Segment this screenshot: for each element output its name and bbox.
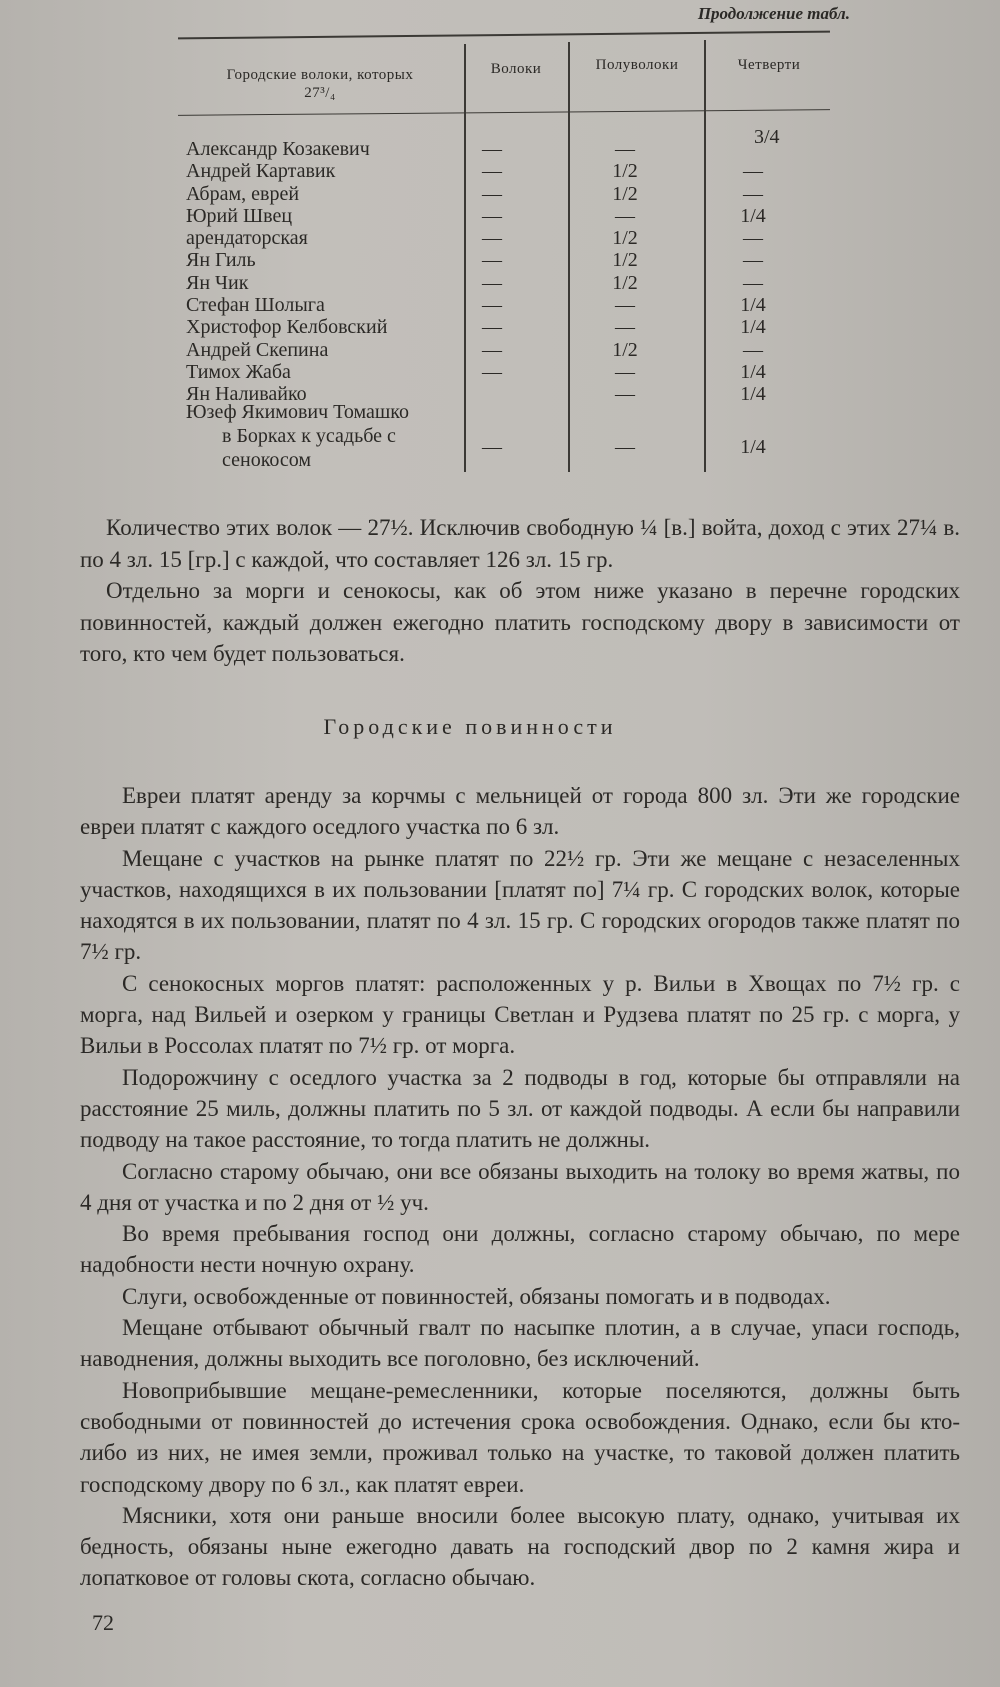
row-voloki: — — [482, 338, 502, 361]
row-chetverti: — — [743, 338, 763, 361]
table-row-multiline — [186, 400, 409, 472]
paragraph: Отдельно за морги и сенокосы, как об этом ниже указано в перечне городских повинностей, каждый должен ежегодно платить господскому двору в зависимости от того, кто чем будет пользоваться. — [80, 578, 960, 666]
section-body — [80, 780, 960, 1594]
row-voloki: — — [482, 204, 502, 227]
row-chetverti: 1/4 — [740, 436, 766, 458]
continuation-label: Продолжение табл. — [697, 4, 850, 23]
row-name: Андрей Картавик — [186, 160, 336, 183]
row-voloki: — — [482, 271, 502, 294]
row-voloki: — — [482, 294, 502, 317]
row-name-line: в Борках к усадьбе с — [222, 425, 396, 447]
row-name: Андрей Скепина — [186, 338, 329, 361]
row-voloki: — — [482, 160, 502, 183]
row-name: Ян Гиль — [186, 249, 256, 272]
paragraph: Во время пребывания господ они должны, согласно старому обычаю, по мере надобности нести ночную охрану. — [80, 1221, 960, 1278]
paragraph: Мясники, хотя они раньше вносили более высокую плату, однако, учитывая их бедность, обязаны ныне ежегодно давать на господский двор по 2 камня жира и лопатковое от головы скота, согласно обычаю. — [80, 1502, 960, 1591]
row-name: Александр Козакевич — [186, 138, 370, 160]
row-chetverti: 1/4 — [740, 204, 766, 227]
table-top-rule — [178, 31, 830, 40]
table-row — [180, 138, 860, 160]
row-name: Ян Чик — [186, 271, 249, 294]
row-chetverti: 1/4 — [740, 294, 766, 317]
row-voloki: — — [482, 360, 502, 383]
section-heading: Городские повинности — [323, 714, 617, 739]
row-name: Стефан Шолыга — [186, 294, 325, 317]
row-chetverti: — — [743, 249, 763, 272]
table-row — [180, 183, 860, 205]
paragraph: Слуги, освобожденные от повинностей, обязаны помогать и в подводах. — [122, 1283, 831, 1309]
table-row — [180, 160, 860, 182]
row-name-line: сенокосом — [222, 449, 312, 471]
row-poluvoloki: — — [615, 436, 635, 458]
row-voloki: — — [482, 436, 502, 458]
table-row — [180, 294, 860, 316]
row-chetverti: — — [743, 160, 763, 183]
row-voloki: — — [482, 138, 502, 160]
row-name: Ян Наливайко — [186, 383, 307, 406]
row-poluvoloki: — — [615, 204, 635, 227]
header-voloki: Волоки — [490, 61, 542, 77]
table-header-rule — [178, 109, 830, 116]
table-row — [180, 249, 860, 271]
row-poluvoloki: — — [615, 360, 635, 383]
header-chetverti: Четверти — [737, 57, 801, 73]
row-chetverti: — — [743, 271, 763, 294]
row-poluvoloki: 1/2 — [612, 182, 638, 205]
page-number: 72 — [92, 1610, 114, 1635]
row-poluvoloki: 1/2 — [612, 249, 638, 272]
table-row — [180, 205, 860, 227]
summary-text — [80, 512, 960, 670]
row-voloki: — — [482, 316, 502, 339]
row-chetverti: — — [743, 227, 763, 250]
row-chetverti: 1/4 — [740, 383, 766, 406]
table-row — [180, 339, 860, 361]
row-voloki: — — [482, 182, 502, 205]
paragraph: Новоприбывшие мещане-ремесленники, которые поселяются, должны быть свободными от повинностей до истечения срока освобождения. Однако, если бы кто-либо из них, не имея земли, проживал только на участке, то таковой должен платить господскому двору по 6 зл., как платят евреи. — [80, 1377, 960, 1497]
row-name: Христофор Келбовский — [186, 316, 388, 339]
row-chetverti: 1/4 — [740, 316, 766, 339]
header-poluvoloki: Полуволоки — [595, 57, 679, 73]
row-poluvoloki: 1/2 — [612, 227, 638, 250]
row-poluvoloki: 1/2 — [612, 160, 638, 183]
row-poluvoloki: 1/2 — [612, 338, 638, 361]
row-name: Тимох Жаба — [186, 360, 291, 383]
row-poluvoloki: 1/2 — [612, 271, 638, 294]
table-row — [180, 272, 860, 294]
top-quarter-value: 3/4 — [754, 126, 780, 148]
row-poluvoloki: — — [615, 383, 635, 406]
row-poluvoloki: — — [615, 316, 635, 339]
table-row — [180, 361, 860, 383]
row-voloki: — — [482, 249, 502, 272]
row-name: Абрам, еврей — [186, 182, 300, 205]
paragraph: Количество этих волок — 27½. Исключив свободную ¼ [в.] войта, доход с этих 27¼ в. по 4 зл. 15 [гр.] с каждой, что составляет 126 зл. 15 гр. — [80, 515, 960, 572]
paragraph: Мещане отбывают обычный гвалт по насыпке плотин, а в случае, упаси господь, наводнения, должны выходить все поголовно, без исключений. — [80, 1315, 960, 1372]
row-voloki: — — [482, 227, 502, 250]
header-name-col: Городские волоки, которых 27³/₄ — [226, 67, 414, 101]
row-poluvoloki: — — [615, 294, 635, 317]
paragraph: Мещане с участков на рынке платят по 22½ гр. Эти же мещане с незаселенных участков, находящихся в их пользовании [платят по] 7¼ гр. С городских волок, которые находятся в их пользовании, платят по 4 зл. 15 гр. С городских огородов также платят по 7½ гр. — [80, 845, 960, 965]
table-row — [180, 316, 860, 338]
paragraph: Согласно старому обычаю, они все обязаны выходить на толоку во время жатвы, по 4 дня от участка и по 2 дня от ½ уч. — [80, 1158, 960, 1215]
row-name-line: Юзеф Якимович Томашко — [186, 401, 409, 423]
paragraph: С сенокосных моргов платят: расположенных у р. Вильи в Хвощах по 7½ гр. с морга, над Вильей и озерком у границы Светлан и Рудзева платят по 25 гр. с морга, у Вильи в Россолах платят по 7½ гр. от морга. — [80, 970, 960, 1059]
row-name: Юрий Швец — [186, 204, 293, 227]
row-chetverti: — — [743, 182, 763, 205]
table-body — [180, 138, 860, 406]
row-chetverti: 1/4 — [740, 360, 766, 383]
row-name: арендаторская — [186, 227, 308, 250]
table-row — [180, 227, 860, 249]
paragraph: Евреи платят аренду за корчмы с мельницей от города 800 зл. Эти же городские евреи платят с каждого оседлого участка по 6 зл. — [80, 783, 960, 840]
row-poluvoloki: — — [615, 138, 635, 160]
paragraph: Подорожчину с оседлого участка за 2 подводы в год, которые бы отправляли на расстояние 25 миль, должны платить по 5 зл. от каждой подводы. А если бы направили подводу на такое расстояние, то тогда платить не должны. — [80, 1064, 960, 1153]
